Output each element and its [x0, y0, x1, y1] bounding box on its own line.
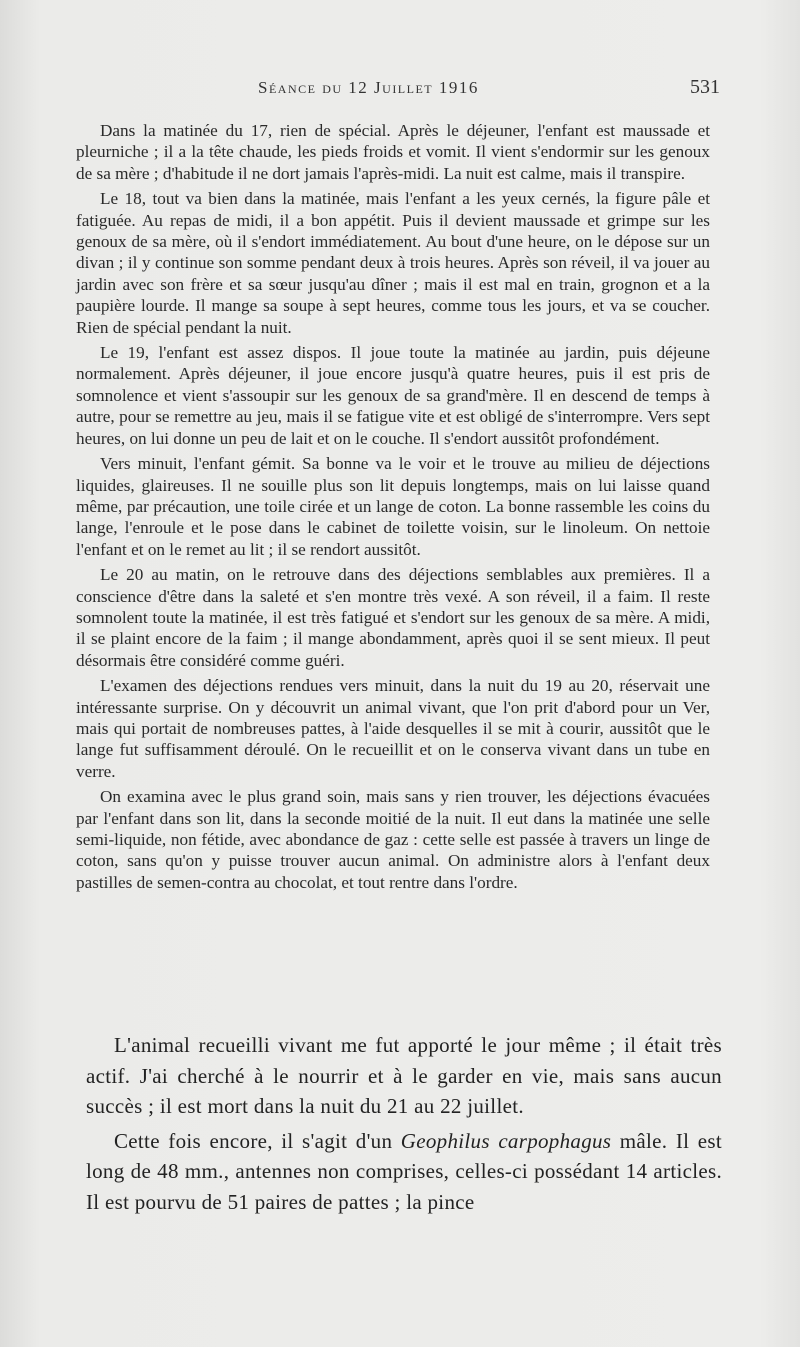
page-number: 531 [690, 76, 720, 98]
paragraph: Vers minuit, l'enfant gémit. Sa bonne va le voir et le trouve au milieu de déjections liquides, glaireuses. Il ne souille plus son lit depuis longtemps, mais on lui laisse quand même, par précaution, une toile cirée et un lange de coton. La bonne rassemble les coins du lange, l'enroule et le pose dans le cabinet de toilette voisin, sur le linoleum. On nettoie l'enfant et on le remet au lit ; il se rendort aussitôt. [76, 454, 710, 559]
paragraph: On examina avec le plus grand soin, mais sans y rien trouver, les déjections évacuées par l'enfant dans son lit, dans la seconde moitié de la nuit. Il eut dans la matinée une selle semi-liquide, non fétide, avec abondance de gaz : cette selle est passée à travers un linge de coton, sans qu'on y puisse trouver aucun animal. On administre alors à l'enfant deux pastilles de semen-contra au chocolat, et tout rentre dans l'ordre. [76, 787, 710, 892]
case-narrative [76, 120, 710, 897]
paragraph: Le 18, tout va bien dans la matinée, mais l'enfant a les yeux cernés, la figure pâle et fatiguée. Au repas de midi, il a bon appétit. Puis il devient maussade et grimpe sur les genoux de sa mère, où il s'endort immédiatement. Au bout d'une heure, on le dépose sur un divan ; il y continue son somme pendant deux à trois heures. Après son réveil, il va jouer au jardin avec son frère et sa sœur jusqu'au dîner ; mais il est mal en train, grognon et a la paupière lourde. Il mange sa soupe à sept heures, comme tous les jours, et va se coucher. Rien de spécial pendant la nuit. [76, 189, 710, 337]
paragraph: Dans la matinée du 17, rien de spécial. Après le déjeuner, l'enfant est maussade et pleurniche ; il a la tête chaude, les pieds froids et vomit. Il vient s'endormir sur les genoux de sa mère ; d'habitude il ne dort jamais l'après-midi. La nuit est calme, mais il transpire. [76, 121, 710, 183]
paragraph: Le 20 au matin, on le retrouve dans des déjections semblables aux premières. Il a conscience d'être dans la saleté et s'en montre très vexé. A son réveil, il a faim. Il reste somnolent toute la matinée, il est très fatigué et s'endort sur les genoux de sa mère. A midi, il se plaint encore de la faim ; il mange abondamment, après quoi il se sent mieux. Il peut désormais être considéré comme guéri. [76, 565, 710, 670]
paragraph: L'animal recueilli vivant me fut apporté le jour même ; il était très actif. J'ai cherché à le nourrir et à le garder en vie, mais sans aucun succès ; il est mort dans la nuit du 21 au 22 juillet. [86, 1033, 722, 1118]
paragraph [86, 1126, 722, 1218]
species-name: Geophilus carpophagus [400, 1128, 612, 1153]
text-segment: Cette fois encore, il s'agit d'un [114, 1128, 393, 1153]
text-segment: mâle. Il est long de 48 mm., antennes non comprises, celles-ci possédant 14 articles. Il est pourvu de 51 paires de pattes ; la pince [86, 1128, 722, 1214]
paragraph: L'examen des déjections rendues vers minuit, dans la nuit du 19 au 20, réservait une intéressante surprise. On y découvrit un animal vivant, que l'on prit d'abord pour un Ver, mais qui portait de nombreuses pattes, à l'aide desquelles il se mit à courir, aussitôt que le lange fut suffisamment déroulé. On le recueillit et on le conserva vivant dans un tube en verre. [76, 676, 710, 781]
paragraph: Le 19, l'enfant est assez dispos. Il joue toute la matinée au jardin, puis déjeune normalement. Après déjeuner, il joue encore jusqu'à quatre heures, puis il est pris de somnolence et vient s'assoupir sur les genoux de sa grand'mère. Il en descend de temps à autre, pour se remettre au jeu, mais il se fatigue vite et est obligé de s'interrompre. Vers sept heures, on lui donne un peu de lait et on le couche. Il s'endort aussitôt profondément. [76, 343, 710, 448]
running-head: Séance du 12 Juillet 1916 [258, 78, 479, 97]
main-text [86, 1030, 722, 1221]
